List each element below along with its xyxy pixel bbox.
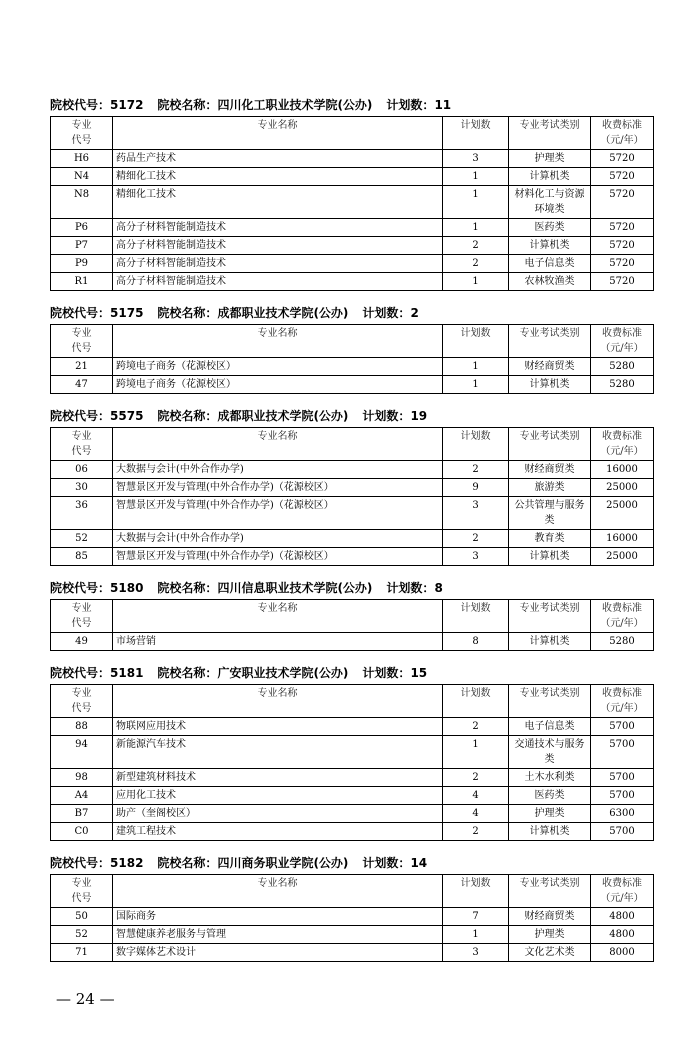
major-name: 新能源汽车技术: [113, 736, 443, 769]
exam-category: 计算机类: [509, 237, 591, 255]
plan-total-label: 计划数：: [362, 409, 411, 423]
col-header-code: 专业 代号: [51, 325, 113, 358]
plan-total: 14: [410, 856, 428, 870]
school-header: [50, 662, 653, 684]
exam-category: 电子信息类: [509, 718, 591, 736]
table-row: [51, 376, 654, 394]
major-name: 助产（奎阁校区）: [113, 805, 443, 823]
major-code: 88: [51, 718, 113, 736]
plan-total: 19: [410, 409, 428, 423]
table-header-row: [51, 117, 654, 150]
col-header-name: 专业名称: [113, 600, 443, 633]
col-header-fee: 收费标准 （元/年）: [591, 428, 654, 461]
major-plan: 1: [443, 358, 509, 376]
major-code: 71: [51, 944, 113, 962]
table-row: [51, 736, 654, 769]
major-code: 52: [51, 530, 113, 548]
tuition-fee: 5700: [591, 736, 654, 769]
plan-total: 8: [434, 581, 443, 595]
major-plan: 7: [443, 908, 509, 926]
table-row: [51, 787, 654, 805]
col-header-exam: 专业考试类别: [509, 428, 591, 461]
col-header-plan: 计划数: [443, 428, 509, 461]
school-name-label: 院校名称：: [157, 581, 218, 595]
table-row: [51, 150, 654, 168]
major-name: 高分子材料智能制造技术: [113, 255, 443, 273]
major-plan: 2: [443, 461, 509, 479]
tuition-fee: 5700: [591, 787, 654, 805]
col-header-code: 专业 代号: [51, 600, 113, 633]
exam-category: 旅游类: [509, 479, 591, 497]
document-page: [50, 94, 653, 973]
major-plan: 4: [443, 805, 509, 823]
exam-category: 电子信息类: [509, 255, 591, 273]
plan-total-label: 计划数：: [362, 306, 411, 320]
plan-total-label: 计划数：: [362, 666, 411, 680]
majors-table: [50, 116, 654, 291]
school-section: [50, 302, 653, 394]
col-header-exam: 专业考试类别: [509, 600, 591, 633]
table-row: [51, 805, 654, 823]
col-header-fee: 收费标准 （元/年）: [591, 600, 654, 633]
school-name: 广安职业技术学院(公办): [217, 666, 349, 680]
tuition-fee: 5700: [591, 769, 654, 787]
col-header-plan: 计划数: [443, 600, 509, 633]
major-code: H6: [51, 150, 113, 168]
major-plan: 3: [443, 548, 509, 566]
table-row: [51, 908, 654, 926]
exam-category: 财经商贸类: [509, 461, 591, 479]
major-name: 大数据与会计(中外合作办学): [113, 530, 443, 548]
col-header-exam: 专业考试类别: [509, 325, 591, 358]
school-header: [50, 852, 653, 874]
major-code: N8: [51, 186, 113, 219]
table-row: [51, 530, 654, 548]
school-name-label: 院校名称：: [157, 306, 218, 320]
table-row: [51, 358, 654, 376]
major-code: P9: [51, 255, 113, 273]
tuition-fee: 5720: [591, 168, 654, 186]
tuition-fee: 5280: [591, 376, 654, 394]
major-code: 94: [51, 736, 113, 769]
major-name: 智慧健康养老服务与管理: [113, 926, 443, 944]
tuition-fee: 4800: [591, 926, 654, 944]
tuition-fee: 25000: [591, 548, 654, 566]
tuition-fee: 5280: [591, 633, 654, 651]
table-row: [51, 255, 654, 273]
major-code: 49: [51, 633, 113, 651]
major-code: C0: [51, 823, 113, 841]
majors-table: [50, 599, 654, 651]
col-header-code: 专业 代号: [51, 875, 113, 908]
exam-category: 计算机类: [509, 633, 591, 651]
table-row: [51, 273, 654, 291]
major-name: 精细化工技术: [113, 186, 443, 219]
school-code-label: 院校代号：: [50, 306, 111, 320]
col-header-plan: 计划数: [443, 325, 509, 358]
col-header-name: 专业名称: [113, 685, 443, 718]
major-name: 国际商务: [113, 908, 443, 926]
plan-total: 15: [410, 666, 428, 680]
major-name: 建筑工程技术: [113, 823, 443, 841]
school-header: [50, 302, 653, 324]
exam-category: 材料化工与资源环境类: [509, 186, 591, 219]
exam-category: 财经商贸类: [509, 358, 591, 376]
school-section: [50, 405, 653, 566]
exam-category: 农林牧渔类: [509, 273, 591, 291]
school-section: [50, 577, 653, 651]
school-section: [50, 662, 653, 841]
tuition-fee: 5720: [591, 273, 654, 291]
majors-table: [50, 874, 654, 962]
major-code: 21: [51, 358, 113, 376]
exam-category: 财经商贸类: [509, 908, 591, 926]
tuition-fee: 16000: [591, 530, 654, 548]
table-row: [51, 633, 654, 651]
major-name: 物联网应用技术: [113, 718, 443, 736]
tuition-fee: 5700: [591, 718, 654, 736]
major-code: 50: [51, 908, 113, 926]
table-row: [51, 461, 654, 479]
exam-category: 交通技术与服务类: [509, 736, 591, 769]
major-code: R1: [51, 273, 113, 291]
col-header-fee: 收费标准 （元/年）: [591, 325, 654, 358]
major-name: 跨境电子商务（花源校区）: [113, 376, 443, 394]
major-plan: 3: [443, 497, 509, 530]
plan-total-label: 计划数：: [362, 856, 411, 870]
col-header-name: 专业名称: [113, 428, 443, 461]
major-name: 新型建筑材料技术: [113, 769, 443, 787]
school-header: [50, 94, 653, 116]
major-name: 药品生产技术: [113, 150, 443, 168]
tuition-fee: 5720: [591, 186, 654, 219]
major-name: 精细化工技术: [113, 168, 443, 186]
exam-category: 计算机类: [509, 168, 591, 186]
col-header-plan: 计划数: [443, 117, 509, 150]
exam-category: 护理类: [509, 805, 591, 823]
school-code-label: 院校代号：: [50, 856, 111, 870]
school-code-label: 院校代号：: [50, 409, 111, 423]
tuition-fee: 25000: [591, 479, 654, 497]
major-plan: 2: [443, 237, 509, 255]
major-plan: 1: [443, 273, 509, 291]
table-row: [51, 718, 654, 736]
major-plan: 2: [443, 718, 509, 736]
exam-category: 医药类: [509, 219, 591, 237]
major-name: 高分子材料智能制造技术: [113, 237, 443, 255]
school-code: 5175: [110, 306, 144, 320]
exam-category: 计算机类: [509, 548, 591, 566]
major-code: 47: [51, 376, 113, 394]
table-row: [51, 219, 654, 237]
table-row: [51, 944, 654, 962]
exam-category: 护理类: [509, 150, 591, 168]
major-plan: 2: [443, 530, 509, 548]
school-code: 5575: [110, 409, 144, 423]
major-plan: 1: [443, 376, 509, 394]
major-plan: 1: [443, 186, 509, 219]
tuition-fee: 4800: [591, 908, 654, 926]
exam-category: 文化艺术类: [509, 944, 591, 962]
major-name: 跨境电子商务（花源校区）: [113, 358, 443, 376]
exam-category: 护理类: [509, 926, 591, 944]
school-name-label: 院校名称：: [157, 666, 218, 680]
table-row: [51, 186, 654, 219]
majors-table: [50, 324, 654, 394]
major-name: 市场营销: [113, 633, 443, 651]
major-plan: 1: [443, 926, 509, 944]
table-row: [51, 548, 654, 566]
major-name: 应用化工技术: [113, 787, 443, 805]
exam-category: 土木水利类: [509, 769, 591, 787]
col-header-fee: 收费标准 （元/年）: [591, 875, 654, 908]
plan-total: 11: [434, 98, 452, 112]
table-row: [51, 769, 654, 787]
exam-category: 公共管理与服务类: [509, 497, 591, 530]
major-code: 85: [51, 548, 113, 566]
plan-total-label: 计划数：: [386, 581, 435, 595]
exam-category: 计算机类: [509, 823, 591, 841]
col-header-name: 专业名称: [113, 325, 443, 358]
major-code: A4: [51, 787, 113, 805]
major-code: N4: [51, 168, 113, 186]
major-plan: 1: [443, 168, 509, 186]
major-code: 30: [51, 479, 113, 497]
major-name: 高分子材料智能制造技术: [113, 219, 443, 237]
col-header-name: 专业名称: [113, 117, 443, 150]
major-plan: 9: [443, 479, 509, 497]
school-code-label: 院校代号：: [50, 98, 111, 112]
school-name-label: 院校名称：: [157, 409, 218, 423]
tuition-fee: 5280: [591, 358, 654, 376]
school-code-label: 院校代号：: [50, 666, 111, 680]
col-header-plan: 计划数: [443, 875, 509, 908]
tuition-fee: 5720: [591, 150, 654, 168]
tuition-fee: 5720: [591, 219, 654, 237]
majors-table: [50, 684, 654, 841]
table-row: [51, 497, 654, 530]
col-header-code: 专业 代号: [51, 428, 113, 461]
major-name: 数字媒体艺术设计: [113, 944, 443, 962]
tuition-fee: 25000: [591, 497, 654, 530]
table-header-row: [51, 875, 654, 908]
major-plan: 2: [443, 769, 509, 787]
school-code: 5172: [110, 98, 144, 112]
col-header-code: 专业 代号: [51, 685, 113, 718]
table-row: [51, 479, 654, 497]
col-header-fee: 收费标准 （元/年）: [591, 117, 654, 150]
tuition-fee: 6300: [591, 805, 654, 823]
major-plan: 2: [443, 255, 509, 273]
major-plan: 3: [443, 944, 509, 962]
school-code: 5180: [110, 581, 144, 595]
school-header: [50, 577, 653, 599]
major-code: 06: [51, 461, 113, 479]
table-header-row: [51, 428, 654, 461]
major-plan: 3: [443, 150, 509, 168]
school-section: [50, 94, 653, 291]
table-row: [51, 237, 654, 255]
col-header-fee: 收费标准 （元/年）: [591, 685, 654, 718]
plan-total-label: 计划数：: [386, 98, 435, 112]
col-header-exam: 专业考试类别: [509, 117, 591, 150]
major-name: 大数据与会计(中外合作办学): [113, 461, 443, 479]
school-name: 四川商务职业学院(公办): [217, 856, 349, 870]
table-row: [51, 823, 654, 841]
tuition-fee: 8000: [591, 944, 654, 962]
major-plan: 2: [443, 823, 509, 841]
tuition-fee: 16000: [591, 461, 654, 479]
school-code: 5182: [110, 856, 144, 870]
exam-category: 教育类: [509, 530, 591, 548]
major-code: B7: [51, 805, 113, 823]
school-name: 成都职业技术学院(公办): [217, 306, 349, 320]
major-code: 52: [51, 926, 113, 944]
school-name-label: 院校名称：: [157, 98, 218, 112]
major-plan: 4: [443, 787, 509, 805]
major-name: 智慧景区开发与管理(中外合作办学)（花源校区）: [113, 548, 443, 566]
major-plan: 8: [443, 633, 509, 651]
col-header-exam: 专业考试类别: [509, 685, 591, 718]
col-header-plan: 计划数: [443, 685, 509, 718]
major-code: 36: [51, 497, 113, 530]
page-number: — 24 —: [56, 990, 115, 1008]
school-name: 成都职业技术学院(公办): [217, 409, 349, 423]
table-row: [51, 168, 654, 186]
major-code: P6: [51, 219, 113, 237]
major-name: 智慧景区开发与管理(中外合作办学)（花源校区）: [113, 497, 443, 530]
major-plan: 1: [443, 736, 509, 769]
school-name: 四川化工职业技术学院(公办): [217, 98, 373, 112]
major-name: 智慧景区开发与管理(中外合作办学)（花源校区）: [113, 479, 443, 497]
table-header-row: [51, 600, 654, 633]
majors-table: [50, 427, 654, 566]
major-code: 98: [51, 769, 113, 787]
school-name: 四川信息职业技术学院(公办): [217, 581, 373, 595]
tuition-fee: 5720: [591, 255, 654, 273]
plan-total: 2: [410, 306, 419, 320]
table-row: [51, 926, 654, 944]
school-section: [50, 852, 653, 962]
col-header-exam: 专业考试类别: [509, 875, 591, 908]
tuition-fee: 5720: [591, 237, 654, 255]
table-header-row: [51, 325, 654, 358]
table-header-row: [51, 685, 654, 718]
major-name: 高分子材料智能制造技术: [113, 273, 443, 291]
school-name-label: 院校名称：: [157, 856, 218, 870]
col-header-code: 专业 代号: [51, 117, 113, 150]
school-code: 5181: [110, 666, 144, 680]
col-header-name: 专业名称: [113, 875, 443, 908]
exam-category: 计算机类: [509, 376, 591, 394]
tuition-fee: 5700: [591, 823, 654, 841]
school-header: [50, 405, 653, 427]
major-plan: 1: [443, 219, 509, 237]
major-code: P7: [51, 237, 113, 255]
school-code-label: 院校代号：: [50, 581, 111, 595]
exam-category: 医药类: [509, 787, 591, 805]
